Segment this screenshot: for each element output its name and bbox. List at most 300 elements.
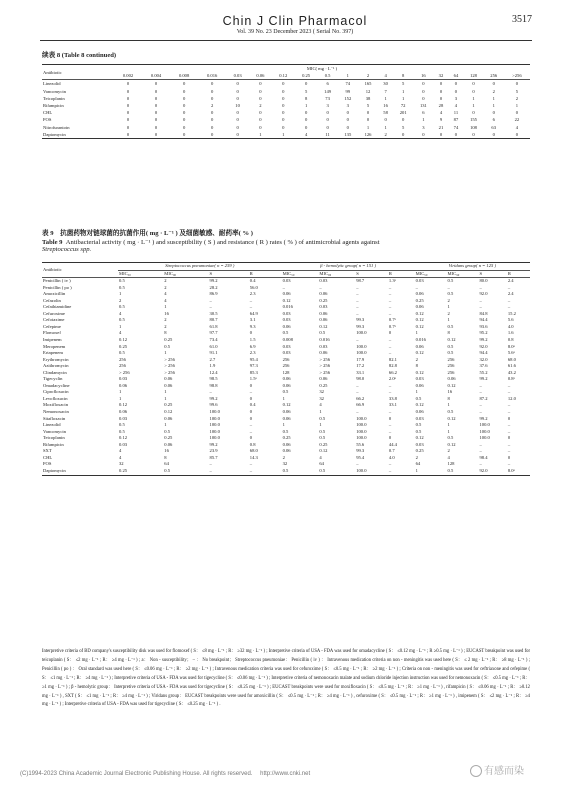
table-cell: 0: [236, 95, 239, 101]
table-cell: 0.5: [164, 428, 171, 434]
table-cell: 16: [383, 103, 388, 109]
table-cell: 5: [366, 103, 370, 109]
table-cell: 0: [454, 88, 458, 94]
table-cell: –: [479, 402, 482, 408]
table-cell: 0.7ᵃ: [388, 323, 396, 329]
table-cell: 0: [304, 117, 308, 123]
table-cell: 0: [422, 81, 425, 87]
table-cell: 84.8: [479, 310, 488, 316]
table-cell: 0: [366, 110, 370, 116]
table-cell: 0.12: [119, 402, 128, 408]
table-cell: 135: [338, 131, 358, 139]
table9-subheader: S: [355, 270, 388, 278]
table-cell: 100.0: [209, 415, 220, 421]
table-cell: 1.5: [249, 337, 256, 343]
table-cell: 5.6: [507, 317, 514, 323]
table-cell: 0: [182, 117, 186, 123]
table-cell: 98.5: [209, 376, 218, 382]
antibiotic-name: FOS: [43, 117, 52, 123]
table-cell: 0: [182, 95, 186, 101]
watermark: 有感而染: [470, 762, 524, 777]
table8-column-header: 64: [448, 72, 463, 80]
table-cell: –: [388, 409, 392, 415]
table-cell: 0.25: [319, 441, 328, 447]
table-cell: –: [507, 304, 511, 310]
table-cell: –: [356, 461, 359, 467]
table-cell: –: [356, 409, 359, 415]
table-cell: –: [479, 284, 482, 290]
table-cell: –: [249, 428, 253, 434]
table-cell: 4: [119, 310, 122, 316]
table-cell: 0: [259, 124, 262, 130]
table-cell: 1: [492, 95, 495, 101]
table-cell: 0.25: [415, 448, 424, 454]
table9-subheader: MIC₉₀: [163, 270, 208, 278]
table-cell: 0: [366, 117, 370, 123]
table-cell: –: [249, 468, 282, 475]
table-cell: 0: [282, 95, 285, 101]
table-cell: 92.0: [478, 468, 506, 475]
table-cell: 28: [438, 103, 444, 109]
header-rule: [40, 40, 532, 41]
table-cell: 0.25: [164, 435, 173, 441]
table-cell: 0.5: [282, 389, 289, 395]
antibiotic-name: Levofloxacin: [43, 395, 68, 401]
antibiotic-name: Clindamycin: [43, 369, 67, 375]
table-cell: 61.6: [507, 363, 516, 369]
table-cell: 1: [402, 88, 405, 94]
table-cell: –: [209, 461, 212, 467]
page-number: 3517: [512, 14, 532, 25]
table-cell: 0: [492, 110, 495, 116]
table-cell: –: [356, 304, 359, 310]
table-row: [42, 109, 530, 116]
table8-header-row: [42, 65, 530, 73]
table-cell: 0: [472, 88, 475, 94]
table-cell: 131: [419, 103, 427, 109]
wechat-icon: [470, 765, 482, 777]
table-cell: 0: [282, 88, 285, 94]
table-cell: 0.06: [319, 350, 328, 356]
table-cell: 0: [211, 81, 214, 87]
antibiotic-name: Erythromycin: [43, 356, 69, 362]
table-cell: 0.06: [282, 376, 291, 382]
table-cell: 1: [492, 103, 495, 109]
table-cell: 15.2: [507, 310, 516, 316]
table-cell: 8: [447, 395, 450, 401]
table-cell: 108: [470, 124, 477, 130]
table-cell: 0.5: [164, 343, 171, 349]
table-cell: 152: [344, 95, 352, 101]
table-cell: 1: [422, 117, 425, 123]
table-cell: 0.12: [447, 382, 456, 388]
table-cell: 0: [384, 117, 387, 123]
table8-caption: 续表 8 (Table 8 continued): [42, 52, 117, 59]
table-cell: 2: [378, 131, 393, 139]
table-cell: 2: [259, 103, 262, 109]
table-cell: 1.5ᵃ: [249, 376, 257, 382]
table-cell: 0: [413, 131, 433, 139]
antibiotic-name: Rifampicin: [43, 441, 64, 447]
table-cell: –: [507, 402, 511, 408]
table-cell: –: [507, 409, 511, 415]
table-row: [42, 88, 530, 95]
table-cell: 0.12: [415, 350, 424, 356]
table8-column-header: 0.03: [226, 72, 249, 80]
table-cell: 2.0ᵃ: [388, 376, 396, 382]
table-cell: 155: [470, 117, 477, 123]
table-cell: 256: [447, 363, 455, 369]
table-cell: 4: [164, 297, 167, 303]
table-cell: 0: [154, 88, 158, 94]
table-cell: 0: [182, 124, 186, 130]
table-cell: 0: [182, 103, 186, 109]
copyright-footer: (C)1994-2023 China Academic Journal Electronic Publishing House. All rights reserved. http://www.cnki.net: [20, 771, 311, 777]
table-cell: 0.25: [118, 468, 163, 475]
table-cell: 0: [259, 110, 262, 116]
table-cell: 85.3: [249, 369, 258, 375]
table-cell: 1: [119, 291, 122, 297]
table-row: [42, 80, 530, 88]
table-cell: 0.06: [119, 409, 128, 415]
table-cell: 1: [447, 428, 450, 434]
table-cell: 32: [119, 461, 124, 467]
table-cell: –: [388, 382, 392, 388]
table-cell: 2.4: [507, 291, 514, 297]
antibiotic-name: Cefotaxime: [43, 317, 65, 323]
table-cell: 0.25: [319, 382, 328, 388]
table-cell: > 256: [319, 369, 331, 375]
table-cell: 0.03: [119, 415, 128, 421]
table-cell: 0: [402, 117, 405, 123]
table-cell: 61.0: [209, 343, 218, 349]
table-cell: 1: [472, 95, 475, 101]
table9-group-row: [42, 263, 530, 271]
table-cell: 61.8: [209, 323, 218, 329]
table-cell: 165: [364, 81, 372, 87]
table-cell: 0.5: [447, 435, 454, 441]
table-cell: 0: [170, 131, 198, 139]
table-cell: 0.008: [282, 337, 293, 343]
table-cell: –: [415, 284, 418, 290]
table-cell: 56.0: [249, 284, 258, 290]
table-cell: 0.03: [282, 317, 291, 323]
table9-caption-en: Table 9 Antibacterial activity ( mg · L⁻¹ ) and susceptibility ( S ) and resistance ( R ) rates ( % ) of antimicrobial agents against Streptococcus spp.: [42, 239, 380, 253]
journal-title: Chin J Clin Pharmacol: [222, 14, 368, 28]
table-cell: 0.12: [415, 310, 424, 316]
table-cell: 0.25: [415, 297, 424, 303]
table8-column-header: 0.004: [142, 72, 170, 80]
table-cell: 1: [164, 350, 167, 356]
table-cell: 98.4: [479, 454, 488, 460]
table-cell: –: [388, 461, 392, 467]
table-cell: 0: [126, 95, 130, 101]
table-cell: 0: [346, 110, 349, 116]
antibiotic-name: Nitrofurantoin: [43, 124, 70, 130]
table-cell: 64: [319, 461, 324, 467]
table-cell: 0.06: [282, 409, 291, 415]
table-cell: 0: [211, 117, 214, 123]
table-cell: 4: [454, 103, 458, 109]
table-cell: –: [479, 297, 482, 303]
table-cell: 0: [249, 415, 253, 421]
table-cell: 0.06: [164, 441, 173, 447]
table-cell: 68.0: [507, 356, 516, 362]
table8-column-row: [42, 72, 530, 80]
table-cell: 1: [119, 395, 122, 401]
table-cell: –: [356, 382, 359, 388]
table-cell: 4: [164, 291, 167, 297]
table-cell: 256: [447, 356, 455, 362]
table8-column-header: 8: [393, 72, 413, 80]
table-cell: 0.5: [447, 350, 454, 356]
table-cell: 0.03: [415, 415, 424, 421]
table-cell: 0.12: [282, 297, 291, 303]
table-cell: 0: [463, 131, 483, 139]
table-cell: 4.0: [507, 323, 514, 329]
table-cell: 16: [164, 448, 169, 454]
table-cell: 0: [448, 131, 463, 139]
antibiotic-name: Meropenem: [43, 343, 66, 349]
table-cell: 72: [400, 103, 406, 109]
table-cell: 0.12: [319, 448, 328, 454]
antibiotic-name: Amoxicillin: [43, 291, 66, 297]
table-cell: 8: [164, 330, 167, 336]
table-cell: 0.03: [415, 376, 424, 382]
table-cell: 1: [164, 389, 167, 395]
antibiotic-name: Linezolid: [43, 422, 61, 428]
table-cell: 0: [236, 88, 239, 94]
table-cell: 0.5: [319, 415, 326, 421]
table-cell: 0: [154, 117, 158, 123]
table-cell: 2: [447, 310, 450, 316]
table-cell: 64: [415, 461, 421, 467]
table-cell: 100.0: [356, 415, 367, 421]
table-cell: 128: [282, 369, 290, 375]
table-cell: 30.5: [209, 310, 218, 316]
table-row: [42, 95, 530, 102]
table-cell: 0: [182, 110, 186, 116]
table-cell: 2: [282, 454, 285, 460]
antibiotic-name: Tigecyclin: [43, 376, 63, 382]
antibiotic-name: Cefazolin: [43, 297, 61, 303]
table-cell: 1: [415, 330, 418, 336]
table-cell: 0.06: [447, 376, 456, 382]
table8-column-header: 256: [484, 72, 504, 80]
table8-column-header: 0.12: [272, 72, 295, 80]
table-cell: –: [388, 337, 392, 343]
table-cell: 0: [154, 95, 158, 101]
table-cell: 100.0: [356, 435, 367, 441]
table-cell: > 256: [164, 369, 175, 375]
table-cell: 100.0: [356, 422, 367, 428]
table-cell: 0.5: [119, 422, 125, 428]
table9-subheader: MIC₅₀: [415, 270, 447, 278]
table-cell: 0: [249, 395, 253, 401]
table-cell: 0: [422, 88, 425, 94]
table-cell: 0: [393, 131, 413, 139]
table-cell: 0: [504, 131, 530, 139]
table9: [42, 262, 530, 476]
table-cell: 4: [515, 124, 519, 130]
table-cell: –: [388, 297, 392, 303]
table-cell: –: [507, 297, 511, 303]
table-cell: 0.016: [319, 337, 330, 343]
table-cell: 80.7: [209, 317, 218, 323]
table-cell: 2: [492, 88, 495, 94]
table-cell: 0: [388, 330, 392, 336]
table-cell: –: [319, 284, 322, 290]
table-cell: 9.3: [249, 323, 256, 329]
table-cell: 0.06: [282, 323, 291, 329]
table-cell: 32: [319, 395, 324, 401]
table-cell: 43.2: [507, 369, 516, 375]
table-cell: 98.8: [209, 382, 218, 388]
table-cell: 256: [119, 356, 126, 362]
table9-notes: Interpretive criteria of BD company's susceptibility disk was used for flomoxef ( S： ≤8 mg · L⁻¹ ; R： ≥32 mg · L⁻¹ ) ; Interpretive criteria of USA - FDA was used for omadacycline ( S： ≤0.12 mg · L⁻¹ ; R ≥0.5 mg · L⁻¹ ) ; EUCAST breakpoint was used for teicoplanin ( S： ≤2 mg · L⁻¹ ; R： ≥4 mg · L⁻¹ ) ; a： Non - susceptibility； – ： No breakpoint； Streptococcus pneumoniae： Penicillin ( iv ) ： Intravenous medication criteria on non - meningitis was used here ( S： ≤ 2 mg · L⁻¹ ; R： ≥8 mg · L⁻¹ ) ; Penicillin ( po ) ： Oral standard was used here ( S： ≤0.06 mg · L⁻¹ ; R： ≥2 mg · L⁻¹ ) ; Intravenous medication criteria was used for cefuroxime ( S： ≤0.5 mg · L⁻¹ ; R： ≥2 mg · L⁻¹ ) ; Criteria on non - meningitis was used for ceftriaxone and cefepime ( S： ≤1 mg · L⁻¹ ; R： ≥4 mg · L⁻¹ ) ; Interpretive criteria of USA - FDA was used for tigecycline ( S： ≤0.06 mg · L⁻¹ ) ; Interpretive criteria of nemonoxacin malate and sodium chloride injection instruction was used for nemonoxacin ( S： ≤0.5 mg · L⁻¹ ; R： ≥1 mg · L⁻¹ ) ; β - hemolytic group： Interpretive criteria of USA - FDA was used for tigecycline ( S： ≤0.25 mg · L⁻¹ ) ; EUCAST breakpoints were used for moxifloxacin ( S： ≤0.5 mg · L⁻¹ ; R： ≥1 mg · L⁻¹ ) , rifampicin ( S： ≤0.06 mg · L⁻¹ ; R： ≥0.12 mg · L⁻¹ ) , SXT ( S： ≤1 mg · L⁻¹ ; R： ≥4 mg · L⁻¹ ) ; Viridans group： EUCAST breakpoints were used for amoxicillin ( S： ≤0.5 mg · L⁻¹ ; R： ≥4 mg · L⁻¹ ) , cefuroxime ( S： ≤0.5 mg · L⁻¹ ; R： ≥1 mg · L⁻¹ ) , imipenem ( S： ≤2 mg · L⁻¹ ; R： ≥4 mg · L⁻¹ ) ; Interpretive criteria of USA - FDA was used for tigecycline ( S： ≤0.25 mg · L⁻¹ ) .: [42, 649, 530, 708]
antibiotic-name: CHL: [43, 110, 53, 116]
antibiotic-name: Ertapenem: [43, 350, 63, 356]
table-cell: 0.5: [319, 428, 326, 434]
table9-antibiotic-header: Antibiotic: [42, 263, 118, 278]
table-cell: 0.7ᵃ: [388, 317, 396, 323]
table-cell: –: [249, 422, 253, 428]
table-cell: 85.7: [209, 454, 218, 460]
table-cell: 55.6: [356, 441, 365, 447]
table-cell: 2: [164, 323, 167, 329]
table-cell: 73: [325, 95, 330, 101]
table-cell: 2.3: [249, 350, 256, 356]
table-cell: 8: [415, 363, 418, 369]
table-cell: 99.3: [356, 323, 365, 329]
table-cell: 0: [236, 81, 239, 87]
table-cell: 10: [235, 103, 240, 109]
table-cell: 33.8: [388, 395, 397, 401]
table-cell: 0.5: [119, 278, 125, 284]
table-cell: 0.5: [447, 468, 479, 475]
table-cell: 3: [422, 124, 425, 130]
table-cell: 100.0: [479, 435, 490, 441]
table-cell: 0.25: [319, 297, 328, 303]
table-cell: –: [209, 389, 212, 395]
antibiotic-name: Cefepime: [43, 323, 61, 329]
table-cell: 256: [119, 363, 126, 369]
table-cell: 0: [439, 88, 443, 94]
table-cell: 82.8: [388, 363, 397, 369]
table-cell: 256: [447, 369, 455, 375]
antibiotic-name: Vancomycin: [43, 88, 66, 94]
table-cell: 99.2: [209, 441, 218, 447]
table-cell: 97.3: [249, 363, 258, 369]
table-cell: 3: [326, 103, 329, 109]
table-cell: 66.2: [356, 395, 365, 401]
table-cell: 0: [259, 95, 262, 101]
table-cell: 1: [402, 95, 405, 101]
table-cell: 14.3: [249, 454, 258, 460]
table-cell: 0.06: [119, 382, 128, 388]
table-cell: –: [209, 468, 249, 475]
table-cell: 0.03: [282, 350, 291, 356]
table-cell: 32: [282, 461, 288, 467]
table-cell: 0.5: [119, 304, 125, 310]
table8-column-header: 0.002: [114, 72, 142, 80]
table-cell: 0.4: [249, 402, 256, 408]
table-cell: –: [249, 297, 253, 303]
table-cell: 63: [491, 124, 497, 130]
table-cell: –: [507, 461, 511, 467]
table-cell: –: [282, 284, 285, 290]
table-cell: 1: [415, 389, 418, 395]
table-cell: 4: [319, 402, 322, 408]
table8-antibiotic-header: Antibiotic: [42, 65, 114, 80]
table-cell: –: [479, 461, 482, 467]
table9-subheader: MIC₅₀: [118, 270, 163, 278]
table-cell: 0.12: [447, 415, 456, 421]
table-cell: 94.4: [479, 350, 488, 356]
table-row: [42, 468, 530, 475]
table-cell: 0.06: [415, 409, 424, 415]
table-cell: –: [388, 291, 392, 297]
table-cell: 0: [211, 124, 214, 130]
table-cell: –: [388, 310, 392, 316]
table-cell: 99.2: [209, 395, 218, 401]
table-cell: –: [507, 382, 511, 388]
table-cell: 149: [324, 88, 332, 94]
table-cell: 256: [282, 363, 290, 369]
table-cell: 99.2: [479, 376, 488, 382]
table-cell: 5: [515, 88, 519, 94]
table8-column-header: 0.016: [198, 72, 226, 80]
table-cell: 0.06: [319, 376, 328, 382]
table-cell: 4: [119, 330, 122, 336]
table-cell: 3.1: [249, 317, 256, 323]
table-cell: 0: [388, 435, 392, 441]
table-cell: 2.3: [249, 291, 256, 297]
table-cell: 0.03: [319, 343, 328, 349]
table-cell: –: [388, 428, 392, 434]
table-cell: –: [507, 284, 511, 290]
table-cell: 4: [439, 110, 443, 116]
table-cell: 22: [514, 117, 520, 123]
table-cell: 95.2: [479, 330, 488, 336]
table-cell: 0.016: [282, 304, 293, 310]
table-cell: 64.9: [249, 310, 258, 316]
table-cell: 87.2: [479, 395, 488, 401]
table8-column-header: 1: [338, 72, 358, 80]
table-cell: 0.03: [119, 441, 128, 447]
table-cell: 0: [472, 81, 475, 87]
table-cell: 0: [126, 103, 130, 109]
table-cell: 0: [282, 124, 285, 130]
table-row: [42, 124, 530, 131]
table-cell: 0.5: [119, 284, 125, 290]
table-cell: 0.5: [119, 428, 125, 434]
table-cell: 0: [326, 124, 329, 130]
table-cell: 0: [249, 435, 253, 441]
table-cell: 5: [304, 88, 308, 94]
table-cell: 0.06: [282, 415, 291, 421]
table-cell: 74: [453, 124, 459, 130]
table-cell: –: [356, 337, 359, 343]
table-cell: 0.06: [415, 343, 424, 349]
table-cell: 100.0: [356, 350, 367, 356]
antibiotic-name: Cefathiamidine: [43, 304, 72, 310]
table-cell: –: [507, 389, 511, 395]
table-cell: 2: [447, 448, 450, 454]
table-cell: 2: [211, 103, 214, 109]
table-cell: 99.3: [356, 448, 365, 454]
table-cell: 0: [439, 81, 443, 87]
